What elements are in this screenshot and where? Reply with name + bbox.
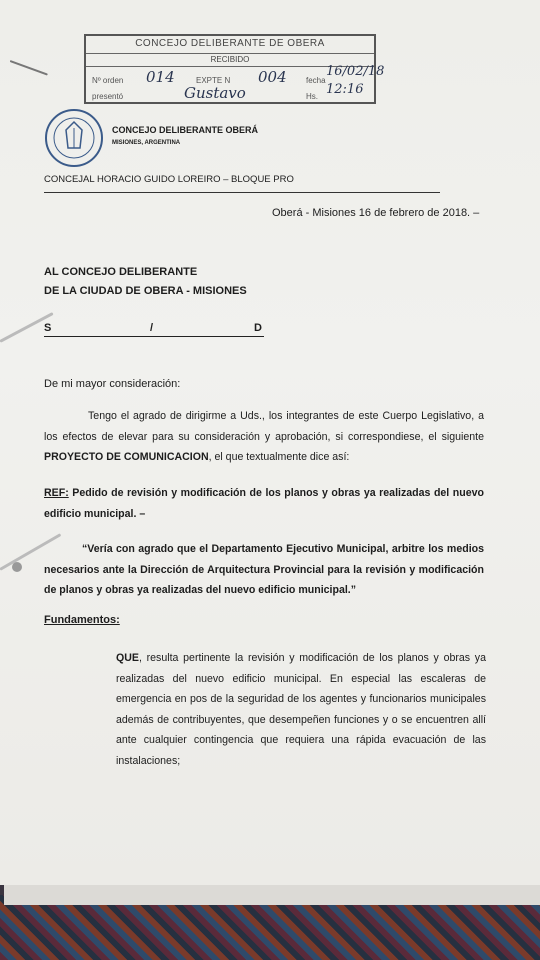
stamp-hs-label: Hs. — [306, 92, 318, 101]
fundamentos-text: , resulta pertinente la revisión y modificación de los planos y obras ya realizadas del nuevo edificio municipal. En especial las escaleras de emergencia en pos de la seguridad de los agentes y funcionarios municipales además de contribuyentes, que desempeñen funciones y o se encuentren allí ante cualquier contingencia que requiera una rápida evacuación de las instalaciones; — [116, 652, 486, 767]
intro-text: Tengo el agrado de dirigirme a Uds., los integrantes de este Cuerpo Legislativo, a los efectos de elevar para su consideración y aprobación, si correspondiese, el siguiente — [44, 410, 484, 443]
stamp-presento-value: Gustavo — [184, 84, 246, 102]
ref-label: REF: — [44, 487, 69, 499]
addressee-line2: DE LA CIUDAD DE OBERA - MISIONES — [44, 285, 247, 297]
stamp-title: CONCEJO DELIBERANTE DE OBERA — [135, 38, 325, 49]
que-label: QUE — [116, 652, 139, 664]
intro-bold: PROYECTO DE COMUNICACION — [44, 451, 209, 463]
stamp-fecha-value: 16/02/18 — [326, 64, 385, 79]
sd-s: S — [44, 322, 52, 334]
ref-paragraph — [44, 483, 484, 524]
salutation: De mi mayor consideración: — [44, 378, 181, 390]
ref-text: Pedido de revisión y modificación de los planos y obras ya realizadas del nuevo edificio municipal. – — [44, 487, 484, 520]
org-location: MISIONES, ARGENTINA — [112, 140, 181, 146]
council-seal-icon — [44, 108, 104, 168]
date-line: Oberá - Misiones 16 de febrero de 2018. – — [272, 207, 480, 219]
stamp-expte-value: 004 — [258, 68, 287, 86]
fundamentos-paragraph — [116, 648, 486, 771]
stamp-subtitle: RECIBIDO — [86, 53, 374, 67]
stamp-orden-label: Nº orden — [92, 76, 124, 85]
intro-paragraph — [44, 406, 484, 468]
sd-d: D — [254, 322, 262, 334]
stamp-presento-label: presentó — [92, 92, 124, 101]
addressee-line1: AL CONCEJO DELIBERANTE — [44, 266, 198, 278]
pin-head-icon — [12, 562, 22, 572]
quote-paragraph: “Vería con agrado que el Departamento Ejecutivo Municipal, arbitre los medios necesarios ante la Dirección de Arquitectura Provincial para la revisión y modificación de planos y obras ya realizadas del nuevo edificio municipal.” — [44, 543, 484, 596]
pen-mark — [10, 60, 48, 76]
fundamentos-heading: Fundamentos: — [44, 614, 120, 626]
received-stamp — [84, 34, 385, 104]
intro-tail: , el que textualmente dice así: — [208, 451, 350, 463]
stamp-expte-label: EXPTE N — [196, 76, 231, 85]
stamp-hs-value: 12:16 — [326, 82, 364, 97]
header-divider — [44, 192, 440, 193]
councilor-line: CONCEJAL HORACIO GUIDO LOREIRO – BLOQUE PRO — [44, 174, 294, 185]
sd-line — [44, 322, 264, 337]
sd-slash: / — [150, 322, 154, 334]
stamp-fecha-label: fecha — [306, 76, 326, 85]
org-name: CONCEJO DELIBERANTE OBERÁ — [112, 125, 259, 135]
stamp-orden-value: 014 — [146, 68, 175, 86]
